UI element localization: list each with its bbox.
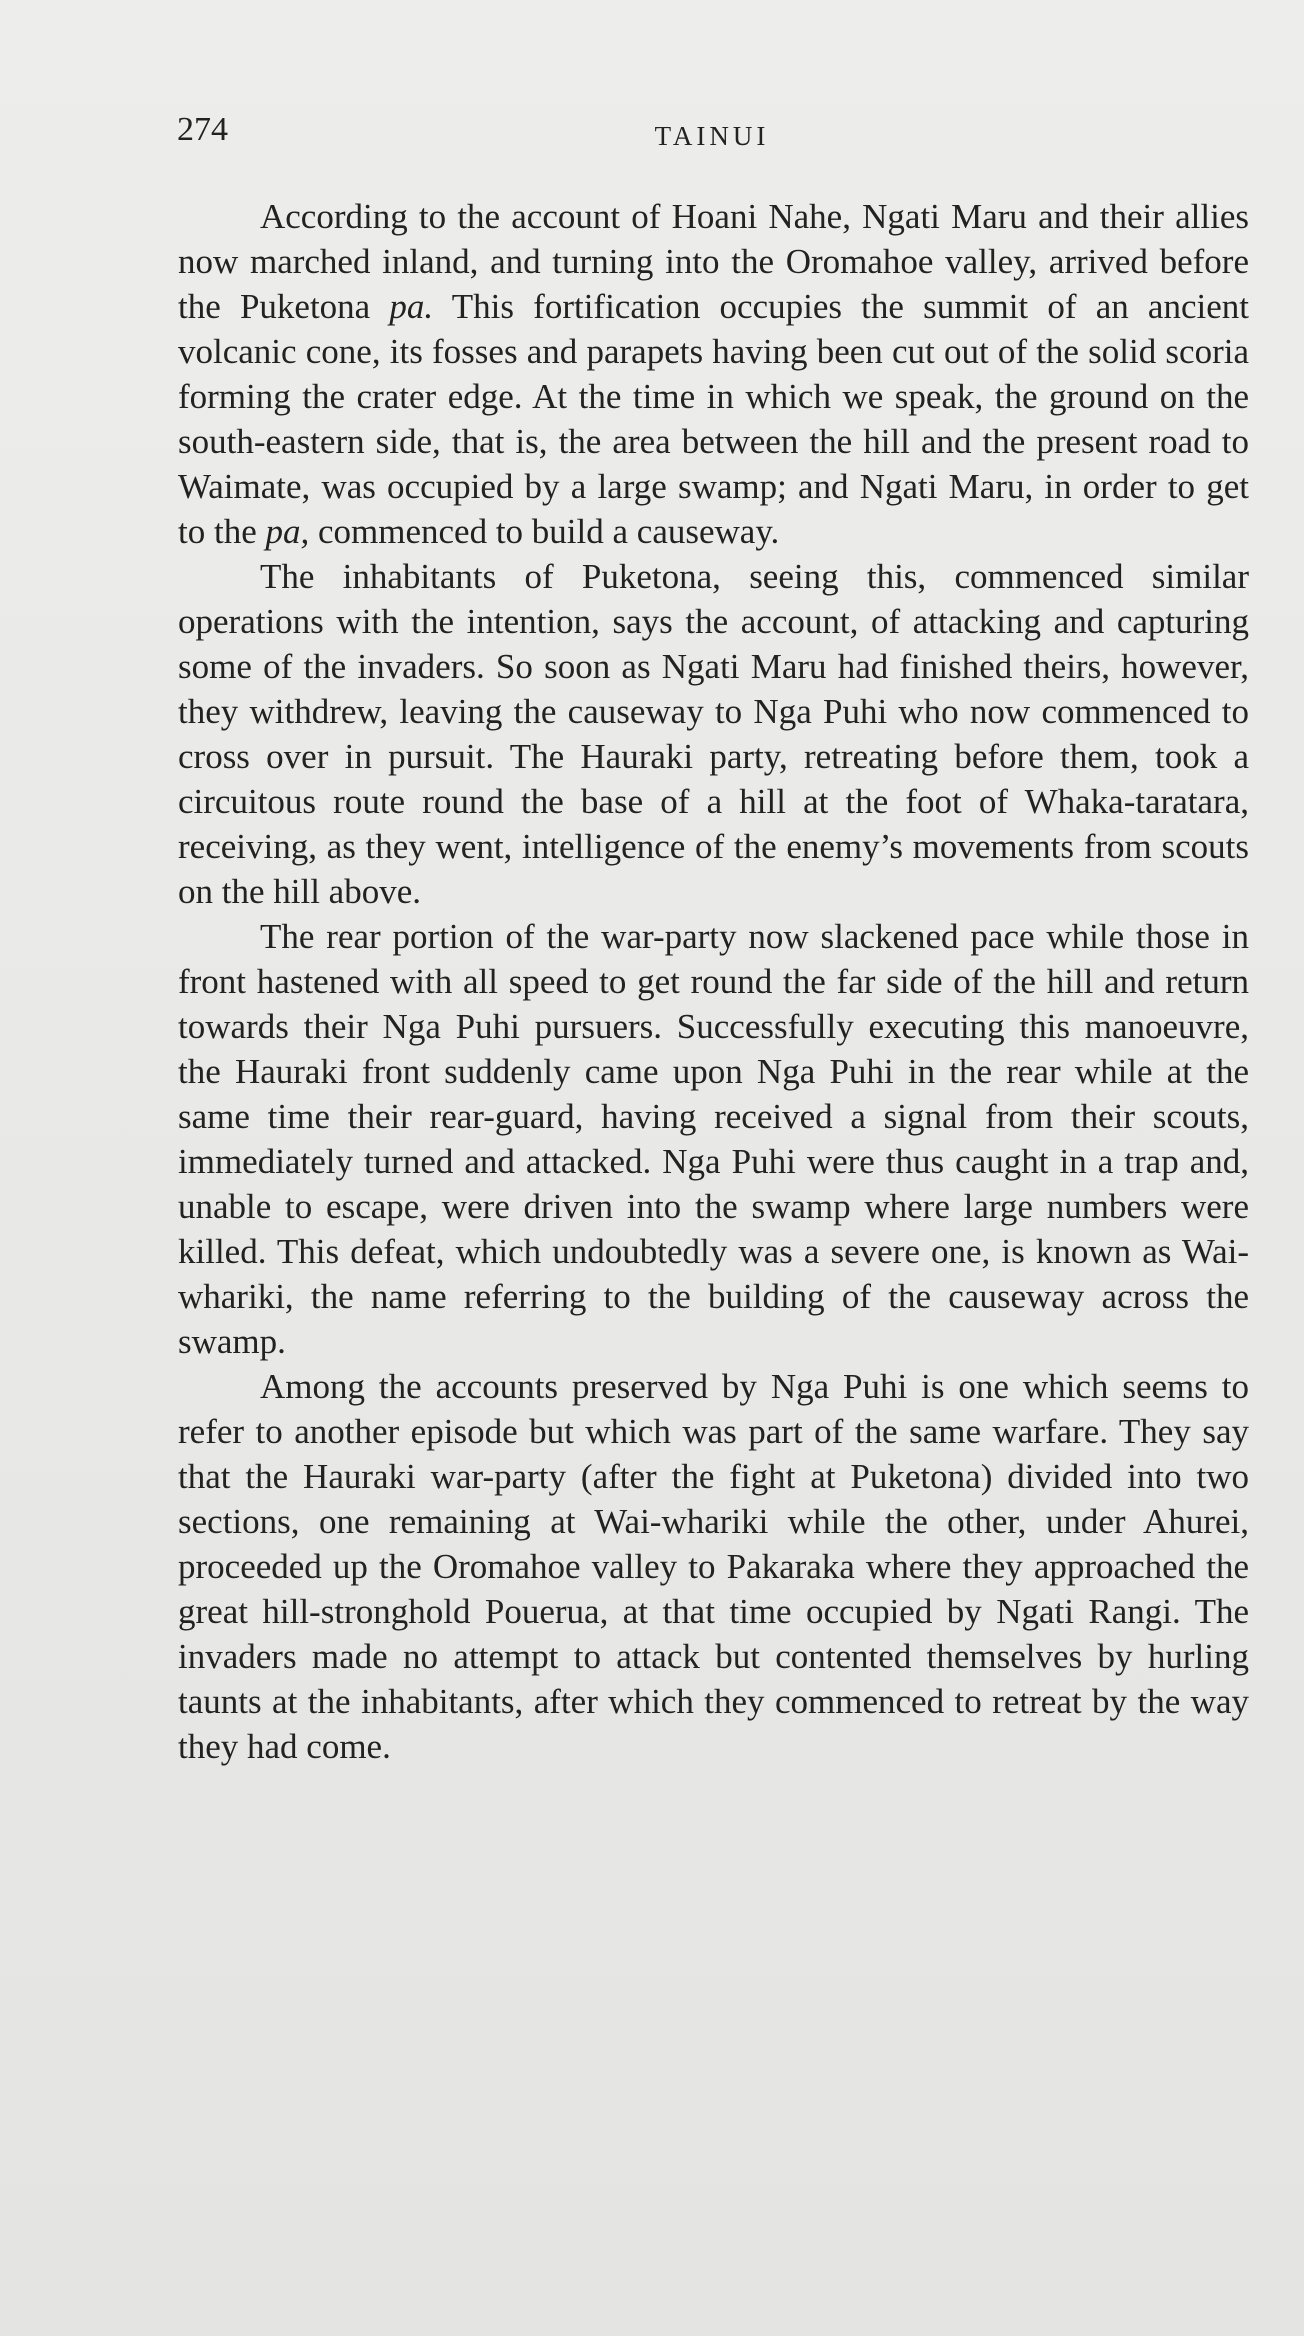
paragraph-4: Among the accounts preserved by Nga Puhi is one which seems to refer to another episode but which was part of the same warfare. They say that the Hauraki war-party (after the fight at Puketona) divided into two sections, one remaining at Wai-whariki while the other, under Ahurei, proceeded up the Oromahoe valley to Pakaraka where they approached the great hill-stronghold Pouerua, at that time occupied by Ngati Rangi. The invaders made no attempt to attack but contented themselves by hurling taunts at the inhabitants, after which they commenced to retreat by the way they had come. bbox=[178, 1367, 1249, 1766]
paragraph-1-text-c: commenced to build a causeway. bbox=[309, 512, 780, 551]
page-header bbox=[177, 108, 1247, 152]
page-number: 274 bbox=[177, 111, 228, 148]
body-text bbox=[178, 194, 1249, 1769]
paragraph-1-italic-pa-b: pa, bbox=[265, 512, 310, 551]
paragraph-1 bbox=[178, 194, 1249, 554]
paragraph-1-text-a: According to the account of Hoani Nahe, Ngati Maru and their allies now marched inland, and turning into the Oromahoe valley, arrived before the Puketona bbox=[178, 197, 1249, 326]
paragraph-1-text-b: This fortification occupies the summit of an ancient volcanic cone, its fosses and parapets having been cut out of the solid scoria forming the crater edge. At the time in which we speak, the ground on the south-eastern side, that is, the area between the hill and the present road to Waimate, was occupied by a large swamp; and Ngati Maru, in order to get to the bbox=[178, 287, 1249, 551]
paragraph-2: The inhabitants of Puketona, seeing this, commenced similar operations with the intention, says the account, of attacking and capturing some of the invaders. So soon as Ngati Maru had finished theirs, however, they withdrew, leaving the causeway to Nga Puhi who now commenced to cross over in pursuit. The Hauraki party, retreating before them, took a circuitous route round the base of a hill at the foot of Whaka-taratara, receiving, as they went, intelligence of the enemy’s movements from scouts on the hill above. bbox=[178, 557, 1249, 911]
paragraph-1-italic-pa-a: pa. bbox=[389, 287, 434, 326]
running-title: TAINUI bbox=[654, 121, 770, 151]
paragraph-3: The rear portion of the war-party now slackened pace while those in front hastened with all speed to get round the far side of the hill and return towards their Nga Puhi pursuers. Successfully executing this manoeuvre, the Hauraki front suddenly came upon Nga Puhi in the rear while at the same time their rear-guard, having received a signal from their scouts, immediately turned and attacked. Nga Puhi were thus caught in a trap and, unable to escape, were driven into the swamp where large numbers were killed. This defeat, which undoubtedly was a severe one, is known as Wai-whariki, the name referring to the building of the causeway across the swamp. bbox=[178, 917, 1249, 1361]
